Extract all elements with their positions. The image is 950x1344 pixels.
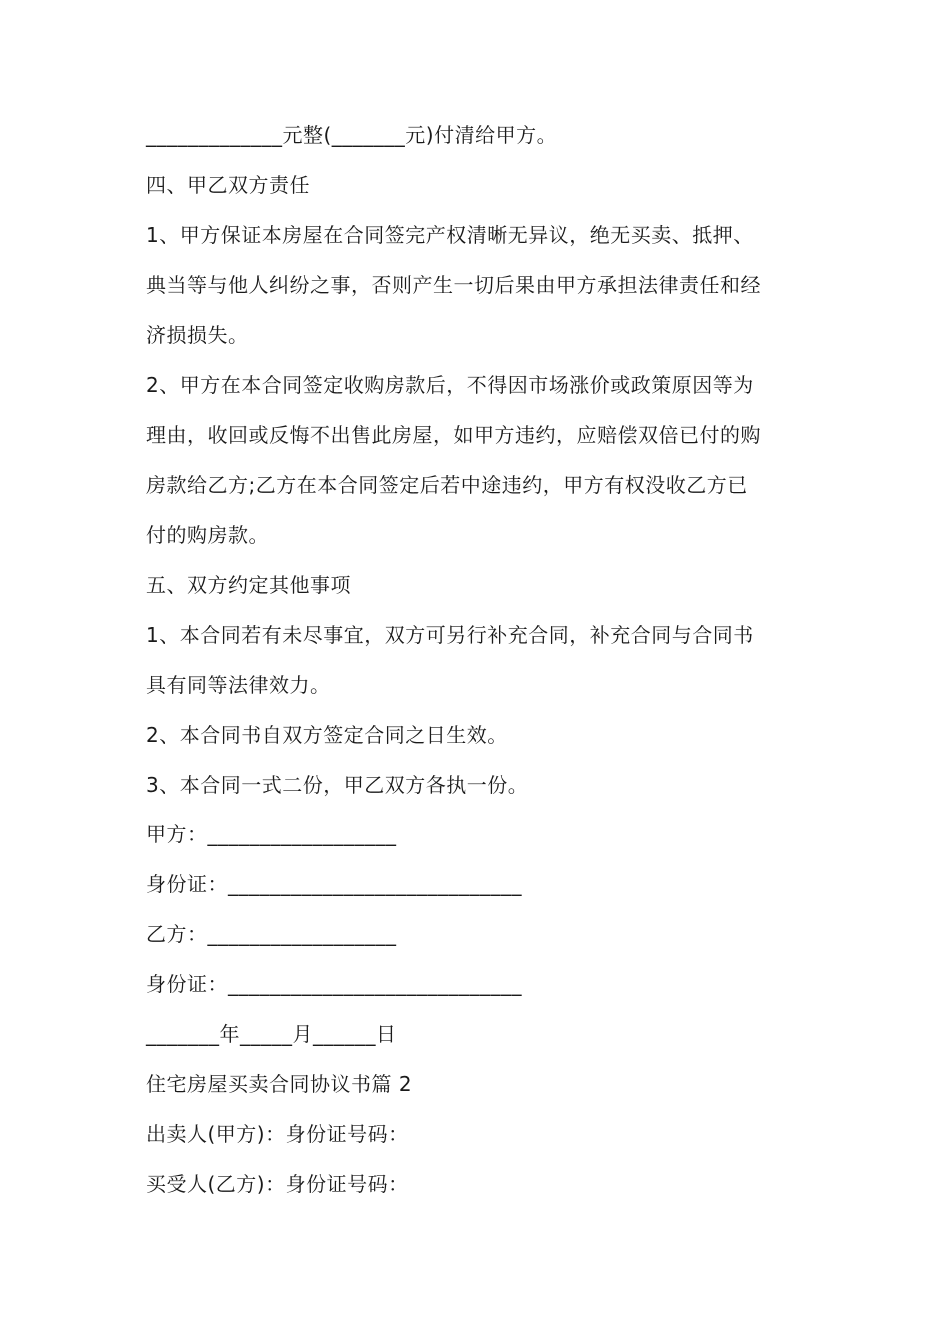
clause-1-line-2: 典当等与他人纠纷之事，否则产生一切后果由甲方承担法律责任和经 — [146, 273, 761, 297]
payment-clause-line: _____________元整(_______元)付清给甲方。 — [146, 123, 558, 147]
party-b-signature-line: 乙方：__________________ — [146, 922, 397, 946]
party-a-signature-line: 甲方：__________________ — [146, 822, 397, 846]
buyer-line: 买受人(乙方)：身份证号码： — [146, 1172, 409, 1196]
party-a-id-line: 身份证：____________________________ — [146, 872, 522, 896]
date-line: _______年_____月______日 — [146, 1022, 397, 1046]
section-heading-other-matters: 五、双方约定其他事项 — [146, 573, 351, 597]
seller-line: 出卖人(甲方)：身份证号码： — [146, 1122, 409, 1146]
clause-2-line-2: 理由，收回或反悔不出售此房屋，如甲方违约，应赔偿双倍已付的购 — [146, 423, 761, 447]
clause-1-line-3: 济损损失。 — [146, 323, 249, 347]
other-clause-2: 2、本合同书自双方签定合同之日生效。 — [146, 723, 508, 747]
clause-1-line-1: 1、甲方保证本房屋在合同签完产权清晰无异议，绝无买卖、抵押、 — [146, 223, 754, 247]
other-clause-1-line-2: 具有同等法律效力。 — [146, 673, 331, 697]
contract-2-title: 住宅房屋买卖合同协议书篇 2 — [146, 1072, 413, 1096]
party-b-id-line: 身份证：____________________________ — [146, 972, 522, 996]
clause-2-line-1: 2、甲方在本合同签定收购房款后，不得因市场涨价或政策原因等为 — [146, 373, 754, 397]
other-clause-1-line-1: 1、本合同若有未尽事宜，双方可另行补充合同，补充合同与合同书 — [146, 623, 754, 647]
clause-2-line-4: 付的购房款。 — [146, 523, 269, 547]
section-heading-responsibilities: 四、甲乙双方责任 — [146, 173, 310, 197]
clause-2-line-3: 房款给乙方;乙方在本合同签定后若中途违约，甲方有权没收乙方已 — [146, 473, 748, 497]
other-clause-3: 3、本合同一式二份，甲乙双方各执一份。 — [146, 773, 529, 797]
